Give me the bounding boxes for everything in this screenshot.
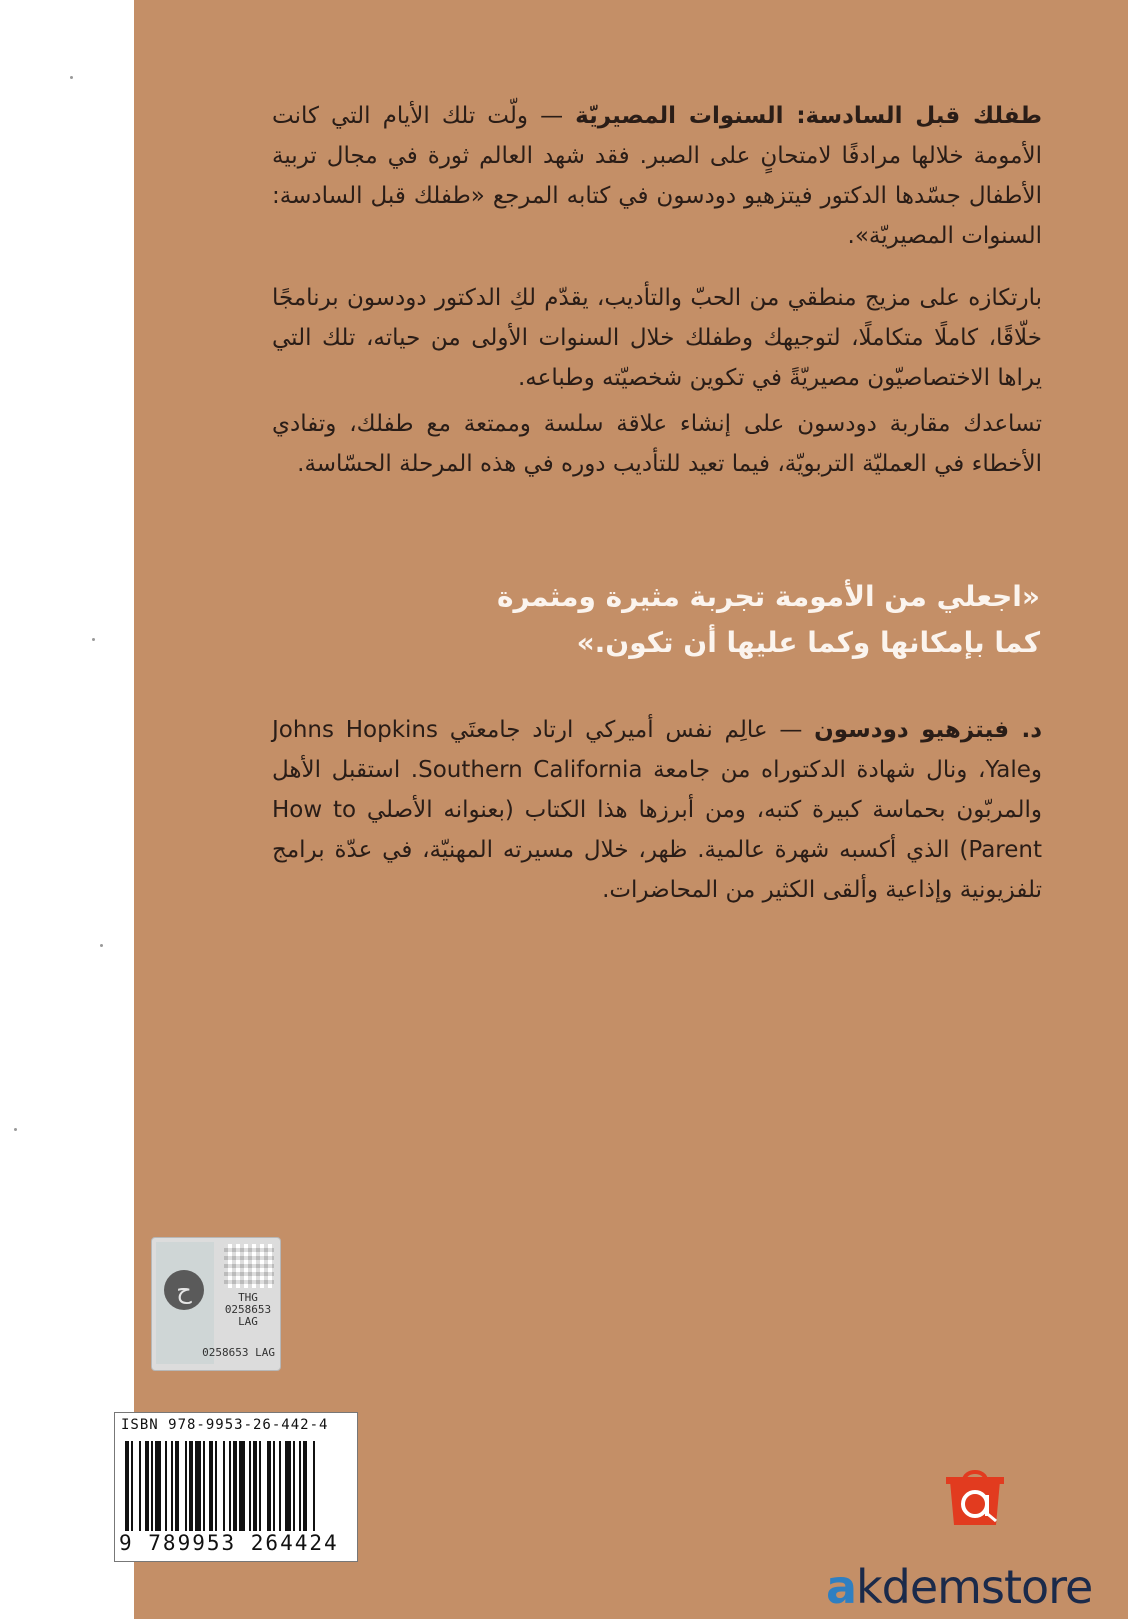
barcode-bar: [131, 1441, 133, 1531]
barcode-bars: [125, 1441, 347, 1531]
store-brand-a: a: [826, 1560, 857, 1614]
scan-speck: [70, 76, 73, 79]
scan-speck: [92, 638, 95, 641]
barcode-bar: [303, 1441, 307, 1531]
barcode-bar: [249, 1441, 251, 1531]
barcode-bar: [285, 1441, 291, 1531]
pull-quote-line-1: «اجعلي من الأمومة تجربة مثيرة ومثمرة: [497, 580, 1040, 613]
sticker-code-line-2: 0258653: [224, 1303, 272, 1316]
distributor-logo-icon: ح: [164, 1270, 204, 1310]
barcode-bar: [145, 1441, 149, 1531]
barcode-bar: [139, 1441, 141, 1531]
barcode-bar: [233, 1441, 237, 1531]
author-bio-text: — عالِم نفس أميركي ارتاد جامعتَي Johns Hopkins وYale، ونال شهادة الدكتوراه من جامعة Southern California. استقبل الأهل والمربّون بحماسة كبيرة كتبه، ومن أبرزها هذا الكتاب (بعنوانه الأصلي How to Parent) الذي أكسبه شهرة عالمية. ظهر، خلال مسيرته المهنيّة، في عدّة برامج تلفزيونية وإذاعية وألقى الكثير من المحاضرات.: [272, 717, 1043, 903]
barcode-bar: [299, 1441, 301, 1531]
description-paragraph-1: [272, 96, 1042, 256]
barcode-bar: [279, 1441, 281, 1531]
barcode-bar: [293, 1441, 295, 1531]
barcode-bar: [239, 1441, 245, 1531]
sticker-code-line-1: THG: [238, 1291, 258, 1304]
book-title-inline: طفلك قبل السادسة: السنوات المصيريّة: [575, 103, 1042, 129]
pull-quote-line-2: كما بإمكانها وكما عليها أن تكون.»: [576, 626, 1040, 659]
shopping-bag-icon: [944, 1467, 1006, 1527]
barcode-bar: [253, 1441, 257, 1531]
author-name: د. فيتزهيو دودسون: [814, 717, 1043, 743]
description-paragraph-2: بارتكازه على مزيج منطقي من الحبّ والتأديب، يقدّم لكِ الدكتور دودسون برنامجًا خلّاقًا، كاملًا متكاملًا، لتوجيهك وطفلك خلال السنوات الأولى من حياته، تلك التي يراها الاختصاصيّون مصيريّةً في تكوين شخصيّته وطباعه.: [272, 285, 1042, 391]
barcode-bar: [165, 1441, 167, 1531]
isbn-label: ISBN 978-9953-26-442-4: [121, 1417, 329, 1433]
barcode-bar: [175, 1441, 179, 1531]
barcode-bar: [151, 1441, 153, 1531]
barcode-bar: [155, 1441, 161, 1531]
qr-code-icon: [224, 1244, 274, 1288]
sticker-code-line-3: LAG: [238, 1315, 258, 1328]
description-paragraph-3: تساعدك مقاربة دودسون على إنشاء علاقة سلسة وممتعة مع طفلك، وتفادي الأخطاء في العمليّة التربويّة، فيما تعيد للتأديب دوره في هذه المرحلة الحسّاسة.: [272, 411, 1042, 477]
barcode-bar: [223, 1441, 225, 1531]
store-watermark: [826, 1560, 1092, 1614]
sticker-code: [216, 1292, 280, 1328]
barcode-bar: [171, 1441, 173, 1531]
scan-speck: [14, 1128, 17, 1131]
barcode-bar: [185, 1441, 187, 1531]
isbn-barcode: [114, 1412, 358, 1562]
distributor-sticker: [151, 1237, 281, 1371]
barcode-bar: [195, 1441, 201, 1531]
barcode-digits: 9 789953 264424: [119, 1531, 339, 1555]
barcode-bar: [203, 1441, 205, 1531]
barcode-bar: [313, 1441, 315, 1531]
barcode-bar: [267, 1441, 271, 1531]
barcode-bar: [273, 1441, 275, 1531]
author-bio-paragraph: [272, 710, 1042, 910]
scan-speck: [100, 944, 103, 947]
barcode-bar: [209, 1441, 213, 1531]
sticker-code-bottom: 0258653 LAG: [202, 1346, 275, 1359]
barcode-bar: [215, 1441, 217, 1531]
store-brand-rest: kdemstore: [856, 1560, 1093, 1614]
barcode-bar: [125, 1441, 129, 1531]
barcode-bar: [259, 1441, 261, 1531]
barcode-bar: [229, 1441, 231, 1531]
barcode-bar: [189, 1441, 193, 1531]
description-text-1: — ولّت تلك الأيام التي كانت الأمومة خلالها مرادفًا لامتحانٍ على الصبر. فقد شهد العالم ثورة في مجال تربية الأطفال جسّدها الدكتور فيتزهيو دودسون في كتابه المرجع «طفلك قبل السادسة: السنوات المصيريّة».: [272, 103, 1042, 249]
